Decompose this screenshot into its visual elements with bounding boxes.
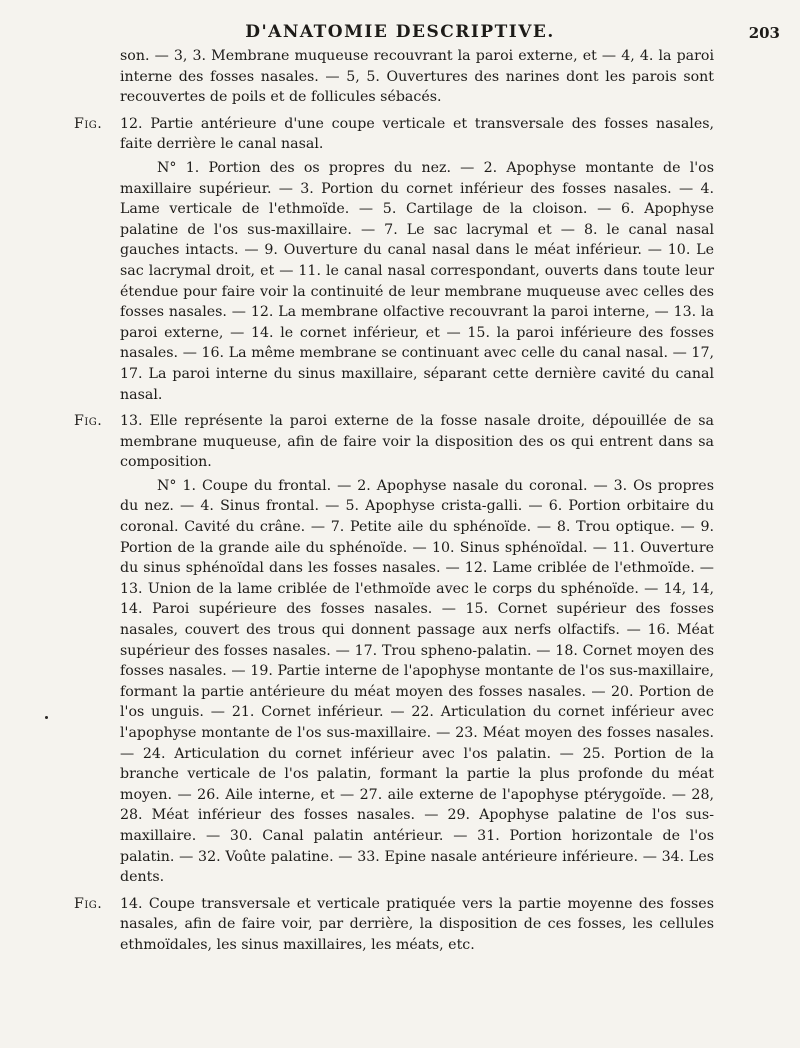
figure-caption: 14. Coupe transversale et verticale pratiquée vers la partie moyenne des fosses nasales, afin de faire voir, par derrière, la disposition de ces fosses, les cellules ethmoïdales, les sinus maxillaires, les méats, etc. (120, 895, 714, 953)
running-head (0, 22, 800, 44)
figure-label: Fig. (74, 413, 103, 430)
figure-13-legend: N° 1. Coupe du frontal. — 2. Apophyse nasale du coronal. — 3. Os propres du nez. — 4. Sinus frontal. — 5. Apophyse crista-galli. — 6. Portion orbitaire du coronal. Cavité du crâne. — 7. Petite aile du sphénoïde. — 8. Trou optique. — 9. Portion de la grande aile du sphénoïde. — 10. Sinus sphénoïdal. — 11. Ouverture du sinus sphénoïdal dans les fosses nasales. — 12. Lame criblée de l'ethmoïde. — 13. Union de la lame criblée de l'ethmoïde avec le corps du sphénoïde. — 14, 14, 14. Paroi supérieure des fosses nasales. — 15. Cornet supérieur des fosses nasales, couvert des trous qui donnent passage aux nerfs olfactifs. — 16. Méat supérieur des fosses nasales. — 17. Trou spheno-palatin. — 18. Cornet moyen des fosses nasales. — 19. Partie interne de l'apophyse montante de l'os sus-maxillaire, formant la partie antérieure du méat moyen des fosses nasales. — 20. Portion de l'os unguis. — 21. Cornet inférieur. — 22. Articulation du cornet inférieur avec l'apophyse montante de l'os sus-maxillaire. — 23. Méat moyen des fosses nasales. — 24. Articulation du cornet inférieur avec l'os palatin. — 25. Portion de la branche verticale de l'os palatin, formant la partie la plus profonde du méat moyen. — 26. Aile interne, et — 27. aile externe de l'apophyse ptérygoïde. — 28, 28. Méat inférieur des fosses nasales. — 29. Apophyse palatine de l'os sus-maxillaire. — 30. Canal palatin antérieur. — 31. Portion horizontale de l'os palatin. — 32. Voûte palatine. — 33. Epine nasale antérieure inférieure. — 34. Les dents. (120, 477, 714, 886)
figure-12-caption-block (74, 114, 714, 155)
page-number: 203 (748, 24, 780, 42)
body-text (74, 46, 714, 956)
figure-12-legend: N° 1. Portion des os propres du nez. — 2. Apophyse montante de l'os maxillaire supérieur. — 3. Portion du cornet inférieur des fosses nasales. — 4. Lame verticale de l'ethmoïde. — 5. Cartilage de la cloison. — 6. Apophyse palatine de l'os sus-maxillaire. — 7. Le sac lacrymal et — 8. le canal nasal gauches intacts. — 9. Ouverture du canal nasal dans le méat inférieur. — 10. Le sac lacrymal droit, et — 11. le canal nasal correspondant, ouverts dans toute leur étendue pour faire voir la continuité de leur membrane muqueuse avec celles des fosses nasales. — 12. La membrane olfactive recouvrant la paroi interne, — 13. la paroi externe, — 14. le cornet inférieur, et — 15. la paroi inférieure des fosses nasales. — 16. La même membrane se continuant avec celle du canal nasal. — 17, 17. La paroi interne du sinus maxillaire, séparant cette dernière cavité du canal nasal. (120, 159, 714, 403)
figure-number: 12. (120, 115, 143, 132)
figure-caption: 12. Partie antérieure d'une coupe verticale et transversale des fosses nasales, faite derrière le canal nasal. (120, 115, 715, 153)
figure-label: Fig. (74, 115, 103, 132)
continuation-paragraph: son. — 3, 3. Membrane muqueuse recouvrant la paroi externe, et — 4, 4. la paroi interne des fosses nasales. — 5, 5. Ouvertures des narines dont les parois sont recouvertes de poils et de follicules sébacés. (120, 48, 714, 106)
running-title: D'ANATOMIE DESCRIPTIVE. (245, 22, 555, 42)
figure-number: 14. (120, 895, 143, 912)
figure-14-caption-block (74, 894, 714, 956)
figure-caption: 13. Elle représente la paroi externe de la fosse nasale droite, dépouillée de sa membrane muqueuse, afin de faire voir la disposition des os qui entrent dans sa composition. (120, 413, 714, 471)
figure-number: 13. (120, 413, 143, 430)
margin-speck (45, 716, 48, 719)
figure-13-caption-block (74, 411, 714, 473)
figure-label: Fig. (74, 895, 103, 912)
